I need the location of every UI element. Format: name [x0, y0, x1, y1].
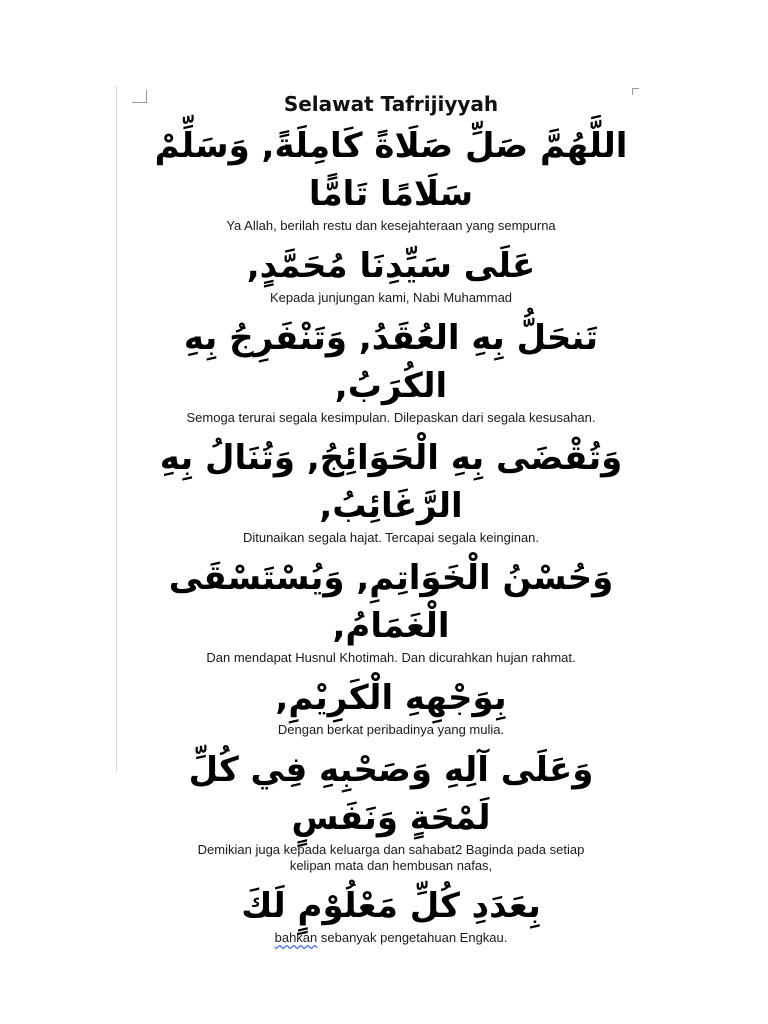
document-body — [146, 88, 636, 954]
verse-block — [146, 434, 636, 546]
verse-translation: Dengan berkat peribadinya yang mulia. — [277, 722, 505, 737]
document-title: Selawat Tafrijiyyah — [283, 92, 499, 116]
verse-translation: Ya Allah, berilah restu dan kesejahteraan yang sempurna — [226, 218, 556, 233]
verse-translation-line-2: kelipan mata dan hembusan nafas, — [289, 858, 493, 873]
verse-block — [146, 314, 636, 426]
arabic-verse: وَحُسْنُ الْخَوَاتِمِ, وَيُسْتَسْقَى الْغَمَامُ, — [168, 558, 614, 646]
verse-translation: Semoga terurai segala kesimpulan. Dilepaskan dari segala kesusahan. — [186, 410, 596, 425]
arabic-verse: عَلَى سَيِّدِنَا مُحَمَّدٍ, — [246, 246, 536, 286]
verse-translation-text: sebanyak pengetahuan Engkau. — [317, 930, 508, 945]
text-boundary-corner-mark — [132, 90, 147, 103]
verse-translation: Demikian juga kepada keluarga dan sahabat2 Baginda pada setiap — [197, 842, 585, 857]
verse-block — [146, 746, 636, 874]
arabic-verse: وَتُقْضَى بِهِ الْحَوَائِجُ, وَتُنَالُ بِهِ الرَّغَائِبُ, — [159, 438, 623, 526]
arabic-verse: اللَّهُمَّ صَلِّ صَلَاةً كَامِلَةً, وَسَلِّمْ سَلَامًا تَامًّا — [154, 126, 628, 214]
verse-block — [146, 554, 636, 666]
spellcheck-flagged-word[interactable]: bahkan — [274, 930, 318, 945]
verse-translation — [146, 930, 636, 946]
verse-block — [146, 122, 636, 234]
verse-block — [146, 674, 636, 738]
arabic-verse: بِعَدَدِ كُلِّ مَعْلُوْمٍ لَكَ — [241, 886, 541, 926]
page-margin-line — [116, 86, 117, 772]
verse-block — [146, 242, 636, 306]
arabic-verse: وَعَلَى آلِهِ وَصَحْبِهِ فِي كُلِّ لَمْحَةٍ وَنَفَسٍ — [188, 750, 594, 838]
verse-translation: Ditunaikan segala hajat. Tercapai segala keinginan. — [242, 530, 540, 545]
verse-block — [146, 882, 636, 946]
verse-translation: Kepada junjungan kami, Nabi Muhammad — [269, 290, 513, 305]
arabic-verse: بِوَجْهِهِ الْكَرِيْمِ, — [275, 678, 507, 718]
arabic-verse: تَنحَلُّ بِهِ العُقَدُ, وَتَنْفَرِجُ بِهِ الكُرَبُ, — [183, 318, 599, 406]
verse-translation: Dan mendapat Husnul Khotimah. Dan dicurahkan hujan rahmat. — [206, 650, 576, 665]
